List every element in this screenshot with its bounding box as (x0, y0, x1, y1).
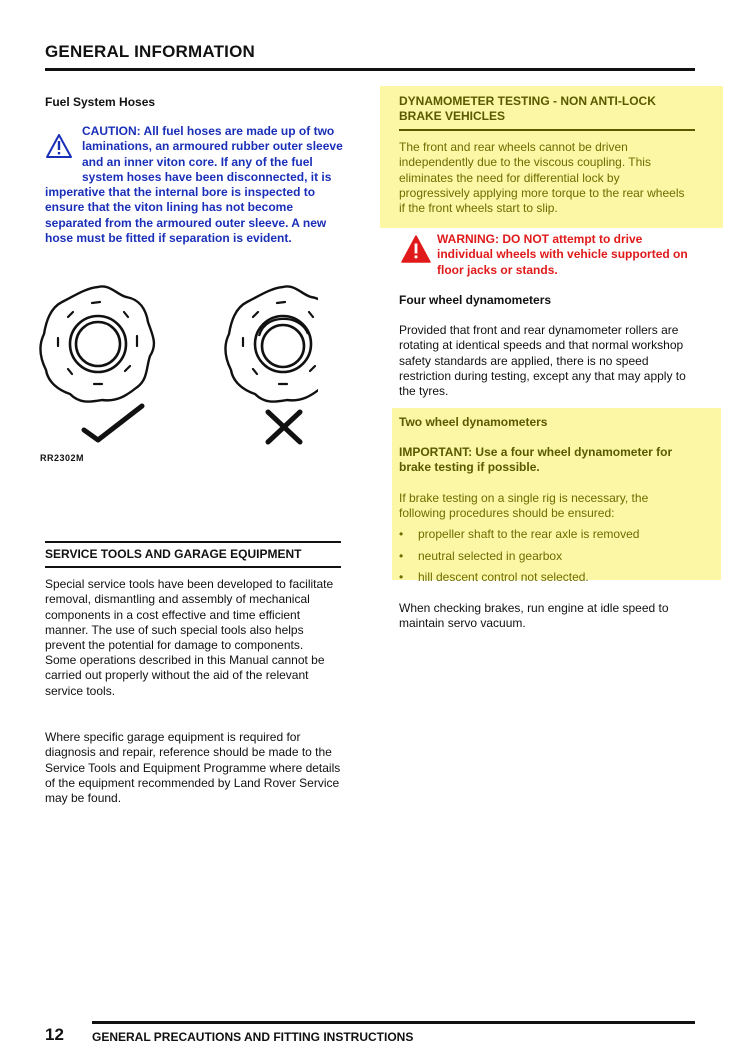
checking-brakes-text: When checking brakes, run engine at idle speed to maintain servo vacuum. (399, 601, 669, 631)
bad-hose-drawing (225, 286, 318, 401)
service-tools-heading: SERVICE TOOLS AND GARAGE EQUIPMENT (45, 541, 341, 568)
hose-illustration (38, 280, 318, 450)
dynamometer-body: The front and rear wheels cannot be driven independently due to the viscous coupling. This eliminates the need for differential lock by progressively applying more torque to the rear wheels if the front wheels start to slip. (399, 140, 685, 216)
single-rig-text: If brake testing on a single rig is necessary, the following procedures should be ensured: (399, 491, 649, 521)
caution-icon-spacer (45, 124, 82, 170)
bullet-icon: • (399, 570, 404, 584)
warning-text: WARNING: DO NOT attempt to drive individual wheels with vehicle supported on floor jacks or stands. (437, 232, 688, 277)
list-item: • hill descent control not selected. (399, 570, 699, 592)
page-title: GENERAL INFORMATION (45, 42, 255, 61)
four-wheel-heading: Four wheel dynamometers (399, 293, 552, 307)
list-item: • neutral selected in gearbox (399, 549, 699, 571)
service-tools-paragraph-2: Some operations described in this Manual cannot be carried out properly without the aid of the relevant service tools. (45, 653, 325, 698)
figure-reference: RR2302M (40, 453, 85, 463)
dynamometer-rule (399, 129, 695, 131)
footer-title: GENERAL PRECAUTIONS AND FITTING INSTRUCTIONS (92, 1030, 414, 1044)
important-note: IMPORTANT: Use a four wheel dynamometer for brake testing if possible. (399, 445, 673, 475)
bullet-icon: • (399, 548, 404, 563)
check-mark-icon (84, 406, 142, 440)
list-item: • propeller shaft to the rear axle is removed (399, 527, 699, 549)
footer-rule (92, 1021, 695, 1024)
fuel-hoses-heading: Fuel System Hoses (45, 95, 156, 109)
good-hose-drawing (40, 286, 154, 401)
title-rule (45, 68, 695, 71)
bullet-icon: • (399, 527, 404, 541)
procedure-list (399, 527, 699, 592)
dynamometer-heading: DYNAMOMETER TESTING - NON ANTI-LOCK BRAKE VEHICLES (399, 94, 656, 124)
service-tools-paragraph-1: Special service tools have been developed to facilitate removal, dismantling and assembly of mechanical components in a cost effective and time efficient manner. The use of such special tools also helps prevent the potential for damage to components. (45, 577, 334, 653)
four-wheel-body: Provided that front and rear dynamometer rollers are rotating at identical speeds and that normal workshop safety standards are applied, there is no speed restriction during testing, except any that may apply to the tyres. (399, 323, 686, 399)
cross-mark-icon (268, 412, 300, 442)
caution-text: CAUTION: All fuel hoses are made up of two laminations, an armoured rubber outer sleeve and an inner viton core. If any of the fuel system hoses have been disconnected, it is imperative that the internal bore is inspected to ensure that the viton lining has not become separated from the armoured outer sleeve. A new hose must be fitted if separation is evident. (45, 124, 343, 246)
service-tools-paragraph-3: Where specific garage equipment is required for diagnosis and repair, reference should be made to the Service Tools and Equipment Programme where details of the equipment recommended by Land Rover Service may be found. (45, 730, 341, 806)
two-wheel-heading: Two wheel dynamometers (399, 415, 548, 429)
warning-triangle-icon (401, 235, 431, 263)
caution-block (45, 124, 345, 246)
page-number: 12 (45, 1025, 64, 1044)
